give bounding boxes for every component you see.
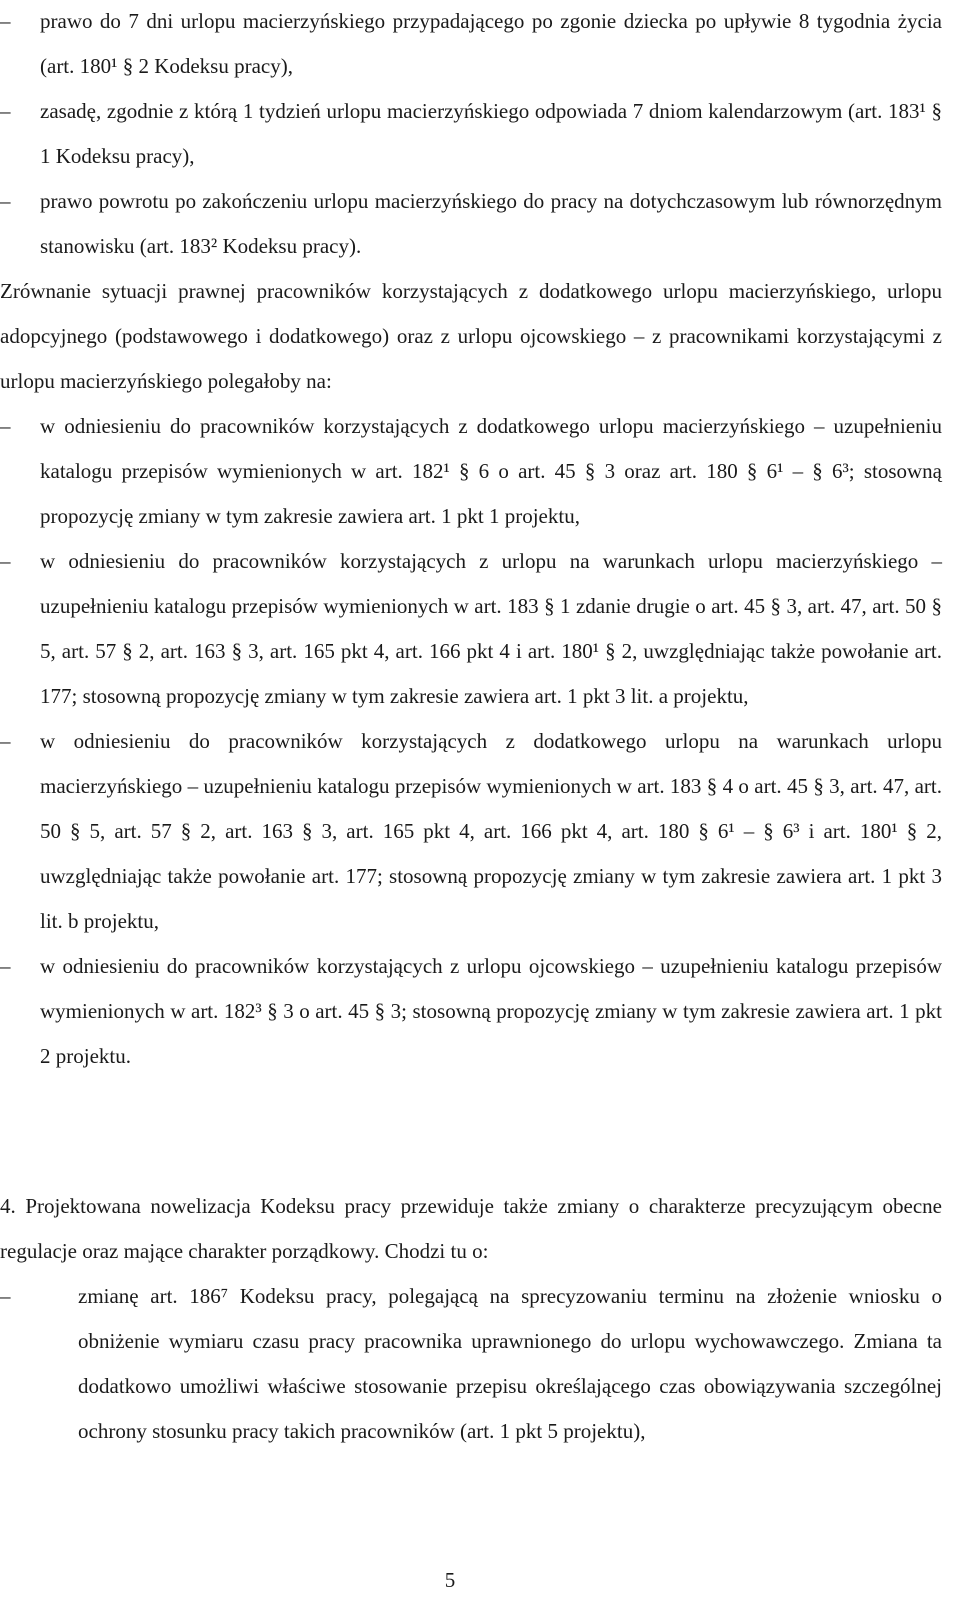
list-item [0,404,942,539]
list-item [0,1274,942,1454]
list-item-text: w odniesieniu do pracowników korzystających z urlopu ojcowskiego – uzupełnieniu katalogu przepisów wymienionych w art. 182³ § 3 o art. 45 § 3; stosowną propozycję zmiany w tym zakresie zawiera art. 1 pkt 2 projektu. [40,954,942,1068]
list-item-text: prawo do 7 dni urlopu macierzyńskiego przypadającego po zgonie dziecka po upływie 8 tygodnia życia (art. 180¹ § 2 Kodeksu pracy), [40,9,942,78]
list-dash: – [0,729,11,753]
list-clarifying-changes [0,1274,942,1454]
list-dash: – [0,549,11,573]
list-item [0,179,942,269]
list-dash: – [0,9,11,33]
list-dash: – [0,189,11,213]
list-item-text: prawo powrotu po zakończeniu urlopu macierzyńskiego do pracy na dotychczasowym lub równorzędnym stanowisku (art. 183² Kodeksu pracy). [40,189,942,258]
list-dash: – [0,414,11,438]
list-item-text: zmianę art. 186⁷ Kodeksu pracy, polegającą na sprecyzowaniu terminu na złożenie wniosku o obniżenie wymiaru czasu pracy pracownika uprawnionego do urlopu wychowawczego. Zmiana ta dodatkowo umożliwi właściwe stosowanie przepisu określającego czas obowiązywania szczególnej ochrony stosunku pracy takich pracowników (art. 1 pkt 5 projektu), [78,1284,942,1443]
list-item [0,539,942,719]
list-dash: – [0,1284,11,1308]
paragraph-section-4: 4. Projektowana nowelizacja Kodeksu pracy przewiduje także zmiany o charakterze precyzującym obecne regulacje oraz mające charakter porządkowy. Chodzi tu o: [0,1194,942,1263]
list-item-text: w odniesieniu do pracowników korzystających z dodatkowego urlopu na warunkach urlopu macierzyńskiego – uzupełnieniu katalogu przepisów wymienionych w art. 183 § 4 o art. 45 § 3, art. 47, art. 50 § 5, art. 57 § 2, art. 163 § 3, art. 165 pkt 4, art. 166 pkt 4, art. 180 § 6¹ – § 6³ i art. 180¹ § 2, uwzględniając także powołanie art. 177; stosowną propozycję zmiany w tym zakresie zawiera art. 1 pkt 3 lit. b projektu, [40,729,942,933]
page-number: 5 [444,1568,456,1592]
list-item-text: w odniesieniu do pracowników korzystających z urlopu na warunkach urlopu macierzyńskiego – uzupełnieniu katalogu przepisów wymienionych w art. 183 § 1 zdanie drugie o art. 45 § 3, art. 47, art. 50 § 5, art. 57 § 2, art. 163 § 3, art. 165 pkt 4, art. 166 pkt 4 i art. 180¹ § 2, uwzględniając także powołanie art. 177; stosowną propozycję zmiany w tym zakresie zawiera art. 1 pkt 3 lit. a projektu, [40,549,942,708]
list-item [0,0,942,89]
list-item-text: zasadę, zgodnie z którą 1 tydzień urlopu macierzyńskiego odpowiada 7 dniom kalendarzowym (art. 183¹ § 1 Kodeksu pracy), [40,99,942,168]
list-item [0,944,942,1079]
list-maternity-rights [0,0,942,269]
page-footer [0,1560,960,1600]
paragraph-equalization: Zrównanie sytuacji prawnej pracowników korzystających z dodatkowego urlopu macierzyńskiego, urlopu adopcyjnego (podstawowego i dodatkowego) oraz z urlopu ojcowskiego – z pracownikami korzystającymi z urlopu macierzyńskiego polegałoby na: [0,279,942,393]
list-item [0,89,942,179]
list-item-text: w odniesieniu do pracowników korzystających z dodatkowego urlopu macierzyńskiego – uzupełnieniu katalogu przepisów wymienionych w art. 182¹ § 6 o art. 45 § 3 oraz art. 180 § 6¹ – § 6³; stosowną propozycję zmiany w tym zakresie zawiera art. 1 pkt 1 projektu, [40,414,942,528]
list-catalog-amendments [0,404,942,1079]
list-dash: – [0,954,11,978]
section-4 [0,1184,942,1454]
list-item [0,719,942,944]
list-dash: – [0,99,11,123]
